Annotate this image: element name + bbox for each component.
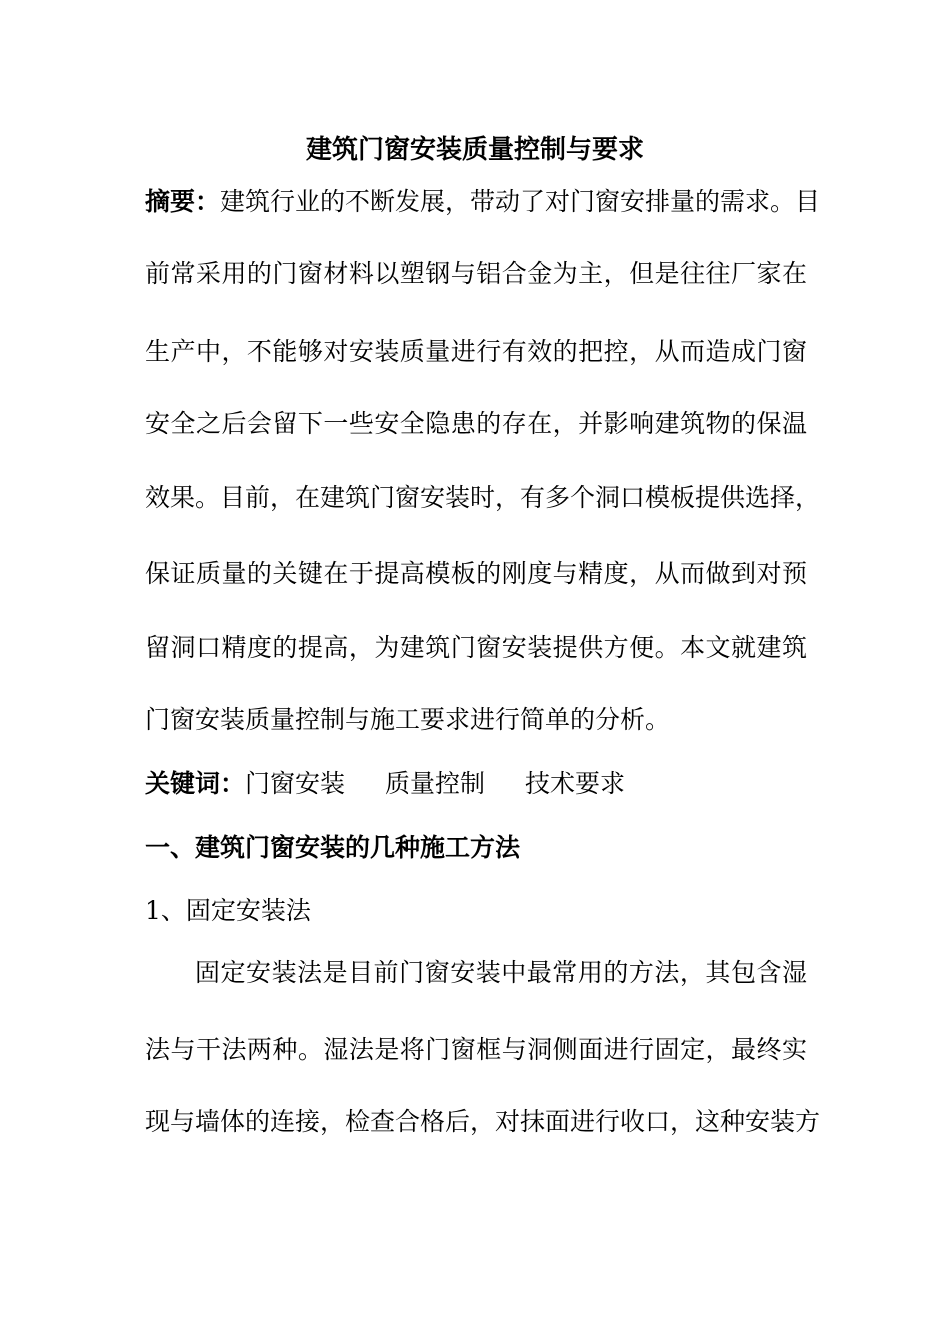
abstract-line-8: 门窗安装质量控制与施工要求进行简单的分析。	[145, 705, 671, 734]
keyword-item: 门窗安装	[245, 769, 346, 798]
document-title: 建筑门窗安装质量控制与要求	[305, 135, 644, 165]
abstract-line-4: 安全之后会留下一些安全隐患的存在，并影响建筑物的保温	[145, 409, 807, 438]
subsection-heading: 1、固定安装法	[145, 896, 311, 925]
abstract-line-3: 生产中，不能够对安装质量进行有效的把控，从而造成门窗	[145, 337, 807, 366]
keywords-row	[145, 766, 625, 802]
abstract-text: 建筑行业的不断发展，带动了对门窗安排量的需求。目	[220, 187, 821, 216]
abstract-line-2: 前常采用的门窗材料以塑钢与铝合金为主，但是往往厂家在	[145, 259, 807, 288]
body-line-1: 固定安装法是目前门窗安装中最常用的方法，其包含湿	[195, 958, 807, 987]
abstract-line-7: 留洞口精度的提高，为建筑门窗安装提供方便。本文就建筑	[145, 633, 807, 662]
body-line-3: 现与墙体的连接，检查合格后，对抹面进行收口，这种安装方	[145, 1107, 821, 1136]
keyword-item: 质量控制	[385, 769, 486, 798]
keywords-label: 关键词：	[145, 769, 246, 798]
abstract-label: 摘要：	[145, 187, 221, 216]
abstract-line-1	[145, 184, 821, 220]
section-heading: 一、建筑门窗安装的几种施工方法	[145, 833, 521, 862]
keyword-item: 技术要求	[525, 769, 626, 798]
abstract-line-5: 效果。目前，在建筑门窗安装时，有多个洞口模板提供选择，	[145, 483, 821, 512]
abstract-line-6: 保证质量的关键在于提高模板的刚度与精度，从而做到对预	[145, 559, 807, 588]
body-line-2: 法与干法两种。湿法是将门窗框与洞侧面进行固定，最终实	[145, 1035, 807, 1064]
